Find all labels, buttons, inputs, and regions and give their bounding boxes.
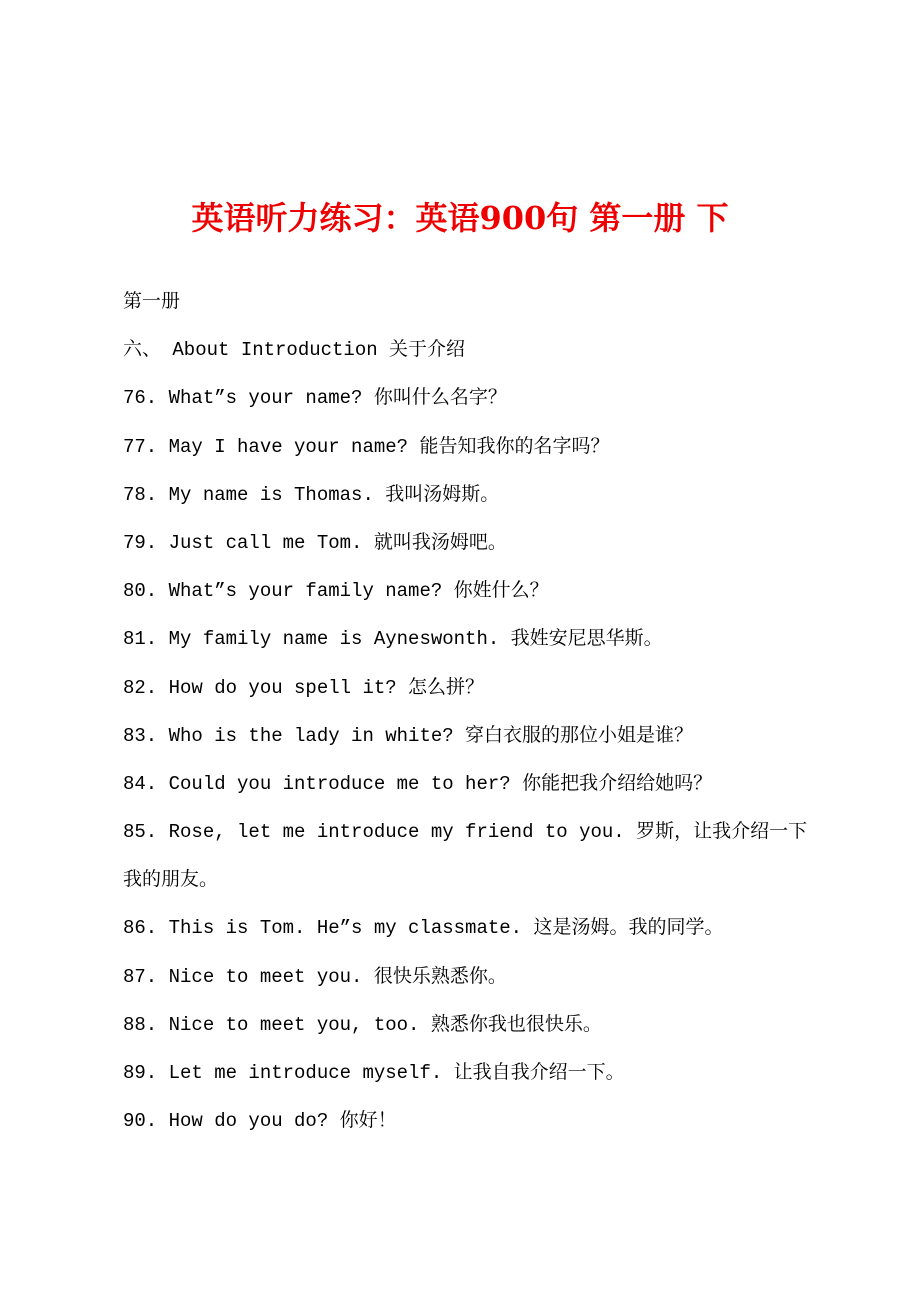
sentence-line: 80. What”s your family name? 你姓什么？: [123, 580, 549, 603]
document-body: [123, 278, 813, 1145]
document-title: 英语听力练习：英语900句 第一册 下: [191, 199, 729, 237]
sentence-line: 85. Rose, let me introduce my friend to you. 罗斯，让我介绍一下我的朋友。: [123, 821, 808, 892]
section-heading: 六、 About Introduction 关于介绍: [123, 339, 466, 362]
sentence-line: 79. Just call me Tom. 就叫我汤姆吧。: [123, 531, 507, 554]
sentence-line: 87. Nice to meet you. 很快乐熟悉你。: [123, 965, 507, 988]
sentence-line: 78. My name is Thomas. 我叫汤姆斯。: [123, 483, 500, 506]
sentence-line: 86. This is Tom. He”s my classmate. 这是汤姆。我的同学。: [123, 917, 724, 940]
sentence-line: 77. May I have your name? 能告知我你的名字吗？: [123, 435, 610, 458]
sentence-line: 89. Let me introduce myself. 让我自我介绍一下。: [123, 1062, 625, 1085]
volume-label: 第一册: [123, 291, 181, 313]
sentence-line: 83. Who is the lady in white? 穿白衣服的那位小姐是谁？: [123, 724, 694, 747]
sentence-line: 84. Could you introduce me to her? 你能把我介绍给她吗？: [123, 772, 713, 795]
sentence-line: 76. What”s your name? 你叫什么名字？: [123, 387, 507, 410]
sentence-line: 90. How do you do? 你好！: [123, 1110, 397, 1133]
sentence-line: 82. How do you spell it? 怎么拼？: [123, 676, 485, 699]
sentence-line: 81. My family name is Ayneswonth. 我姓安尼思华斯。: [123, 628, 663, 651]
sentence-line: 88. Nice to meet you, too. 熟悉你我也很快乐。: [123, 1013, 602, 1036]
